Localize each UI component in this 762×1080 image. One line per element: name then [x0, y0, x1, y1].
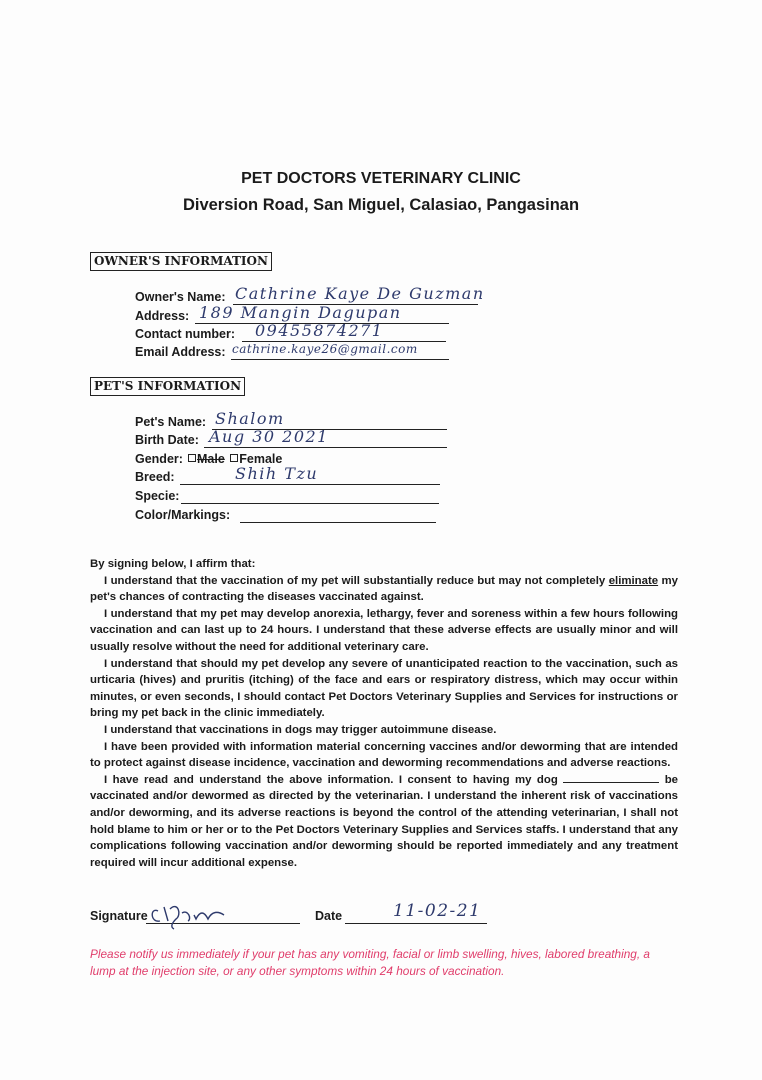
affirmation-paragraph-2: I understand that my pet may develop anorexia, lethargy, fever and soreness within a few hours following vaccination and can last up to 24 hours. I understand that these adverse effects are usually minor and will usually resolve without the need for additional veterinary care.	[90, 607, 678, 653]
date-line	[345, 923, 487, 924]
owner-contact-value: 09455874271	[255, 321, 384, 340]
affirmation-text	[90, 556, 678, 871]
affirmation-intro: By signing below, I affirm that:	[90, 558, 256, 570]
pet-name-value: Shalom	[215, 409, 285, 428]
pet-specie-label: Specie:	[135, 489, 180, 503]
owner-email-label: Email Address:	[135, 345, 226, 359]
owner-address-label: Address:	[135, 309, 190, 323]
signature-label: Signature	[90, 909, 148, 923]
gender-female-label: Female	[239, 452, 283, 466]
pet-breed-line	[180, 484, 440, 485]
pet-birth-date-value: Aug 30 2021	[209, 427, 329, 446]
eliminate-underlined: eliminate	[608, 574, 659, 587]
pet-section-title: PET'S INFORMATION	[90, 377, 245, 396]
dog-name-blank[interactable]	[563, 772, 659, 783]
date-value: 11-02-21	[393, 901, 482, 921]
clinic-address: Diversion Road, San Miguel, Calasiao, Pangasinan	[182, 196, 580, 214]
pet-birth-date-label: Birth Date:	[135, 433, 199, 447]
affirmation-paragraph-1: I understand that the vaccination of my pet will substantially reduce but may not completely eliminate my pet's chances of contracting the diseases vaccinated against.	[90, 574, 678, 604]
owner-contact-label: Contact number:	[135, 327, 235, 341]
date-label: Date	[315, 909, 343, 923]
gender-female-checkbox[interactable]	[230, 454, 238, 462]
gender-male-checkbox[interactable]	[188, 454, 196, 462]
pet-color-field[interactable]	[135, 508, 440, 526]
date-field[interactable]	[315, 901, 495, 931]
pet-birth-date-line	[204, 447, 447, 448]
owner-name-value: Cathrine Kaye De Guzman	[235, 284, 485, 303]
pet-color-line	[240, 522, 436, 523]
owner-section-title: OWNER'S INFORMATION	[90, 252, 272, 271]
signature-field[interactable]	[90, 909, 305, 931]
owner-email-value: cathrine.kaye26@gmail.com	[232, 342, 418, 356]
pet-breed-field[interactable]	[135, 464, 445, 488]
pet-breed-value: Shih Tzu	[235, 464, 319, 483]
affirmation-paragraph-5: I have been provided with information material concerning vaccines and/or deworming that are intended to protect against disease incidence, vaccination and deworming recommendations and adverse reactions.	[90, 740, 678, 770]
clinic-name: PET DOCTORS VETERINARY CLINIC	[241, 170, 521, 187]
signature-scribble	[148, 897, 228, 931]
affirmation-paragraph-3: I understand that should my pet develop any severe of unanticipated reaction to the vaccination, such as urticaria (hives) and pruritis (itching) of the face and ears or respiratory distress, which may occur within minutes, or even seconds, I should contact Pet Doctors Veterinary Supplies and Services for instructions or bring my pet back in the clinic immediately.	[90, 657, 678, 720]
pet-specie-field[interactable]	[135, 489, 445, 507]
symptom-notice: Please notify us immediately if your pet has any vomiting, facial or limb swelling, hives, labored breathing, a lump at the injection site, or any other symptoms within 24 hours of vaccination.	[90, 947, 650, 978]
owner-address-value: 189 Mangin Dagupan	[199, 303, 402, 322]
affirmation-paragraph-4: I understand that vaccinations in dogs may trigger autoimmune disease.	[104, 723, 497, 736]
pet-name-label: Pet's Name:	[135, 415, 207, 429]
gender-male-label: Male	[197, 452, 225, 466]
pet-birth-date-field[interactable]	[135, 427, 450, 451]
affirmation-paragraph-6: I have read and understand the above information. I consent to having my dog be vaccinated and/or dewormed as directed by the veterinarian. I understand the inherent risk of vaccinations and/or deworming, and its adverse reactions is beyond the control of the attending veterinarian, I shall not hold blame to him or her or to the Pet Doctors Veterinary Supplies and Services staffs. I understand that any complications following vaccination and/or deworming should be reported immediately and any treatment required will incur additional expense.	[90, 773, 678, 869]
pet-color-label: Color/Markings:	[135, 508, 231, 522]
owner-email-line	[231, 359, 449, 360]
pet-breed-label: Breed:	[135, 470, 175, 484]
owner-email-field[interactable]	[135, 342, 455, 363]
pet-gender-label: Gender:	[135, 452, 183, 466]
owner-name-label: Owner's Name:	[135, 290, 226, 304]
pet-specie-line	[181, 503, 439, 504]
